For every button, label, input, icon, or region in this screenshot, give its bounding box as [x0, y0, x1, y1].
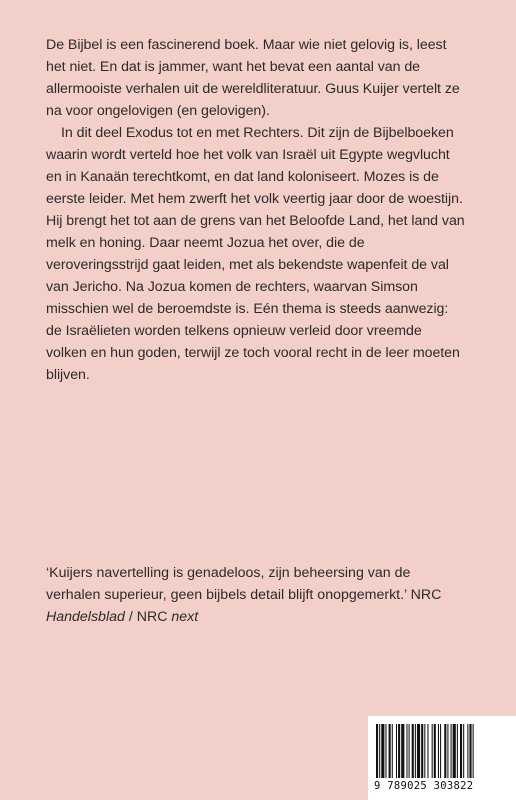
- review-quote: [46, 562, 466, 628]
- barcode-bar: [460, 724, 462, 778]
- barcode-bar: [444, 724, 446, 778]
- barcode-bar: [379, 724, 380, 778]
- blurb-text: [46, 34, 466, 386]
- barcode-bar: [409, 724, 410, 778]
- barcode-bar: [432, 724, 433, 778]
- barcode-bars: [374, 724, 510, 780]
- barcode-bar: [473, 724, 474, 778]
- barcode-bar: [421, 724, 423, 778]
- barcode-bar: [376, 724, 378, 778]
- barcode-bar: [440, 724, 441, 778]
- barcode-bar: [389, 724, 391, 778]
- barcode-bar: [463, 724, 464, 778]
- barcode-bar: [427, 724, 428, 778]
- barcode-bar: [438, 724, 439, 778]
- barcode-bar: [385, 724, 386, 778]
- barcode-bar: [401, 724, 404, 778]
- barcode-bar: [396, 724, 397, 778]
- quote-separator: / NRC: [124, 609, 172, 625]
- barcode-bar: [451, 724, 452, 778]
- barcode-bar: [467, 724, 468, 778]
- barcode-bar: [434, 724, 436, 778]
- barcode-bar: [469, 724, 471, 778]
- barcode-bar: [447, 724, 448, 778]
- blurb-paragraph-1: De Bijbel is een fascinerend boek. Maar wie niet gelovig is, leest het niet. En dat is jammer, want het bevat een aantal van de allermooiste verhalen uit de wereldliteratuur. Guus Kuijer vertelt ze na voor ongelovigen (en gelovigen).: [46, 37, 460, 119]
- barcode-bar: [381, 724, 384, 778]
- barcode-bar: [392, 724, 393, 778]
- barcode-bar: [415, 724, 416, 778]
- isbn-number: 9 789025 303822: [374, 780, 474, 792]
- blurb-paragraph-2: In dit deel Exodus tot en met Rechters. Dit zijn de Bijbelboeken waarin wordt verteld hoe het volk van Israël uit Egypte wegvlucht en in Kanaän terechtkomt, en dat land koloniseert. Mozes is de eerste leider. Met hem zwerft het volk veertig jaar door de woestijn. Hij brengt het tot aan de grens van het Beloofde Land, het land van melk en honing. Daar neemt Jozua het over, die de veroveringsstrijd gaat leiden, met als bekendste wapenfeit de val van Jericho. Na Jozua komen de rechters, waarvan Simson misschien wel de beroemdste is. Eén thema is steeds aanwezig: de Israëlieten worden telkens opnieuw verleid door vreemde volken en hun goden, terwijl ze toch vooral recht in de leer moeten blijven.: [46, 125, 465, 383]
- quote-text: ‘Kuijers navertelling is genadeloos, zijn beheersing van de verhalen superieur, geen bijbels detail blijft onopgemerkt.’ NRC: [46, 565, 442, 603]
- barcode-bar: [453, 724, 456, 778]
- barcode-panel: [368, 716, 516, 800]
- barcode-bar: [412, 724, 414, 778]
- barcode-bar: [424, 724, 425, 778]
- quote-source-newspaper: Handelsblad: [46, 609, 125, 625]
- barcode-bar: [417, 724, 420, 778]
- barcode-bar: [457, 724, 458, 778]
- barcode-bar: [398, 724, 400, 778]
- barcode-bar: [406, 724, 407, 778]
- quote-source-next: next: [171, 609, 199, 625]
